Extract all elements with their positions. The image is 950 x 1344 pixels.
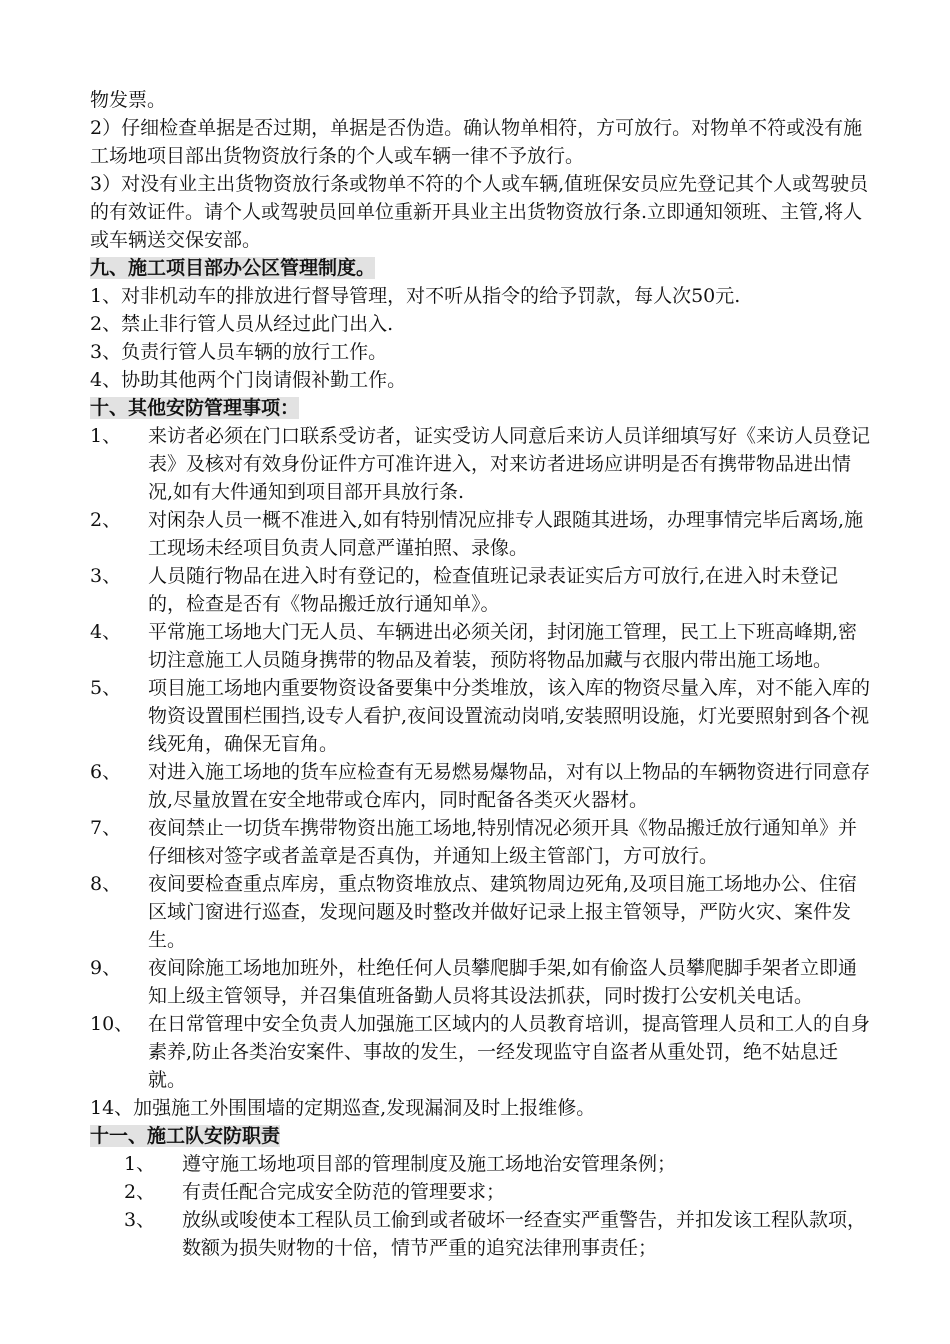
section-11-item (90, 1206, 870, 1262)
item-number: 10、 (90, 1013, 134, 1035)
section-10-item (90, 562, 870, 618)
section-10-item (90, 422, 870, 506)
section-10-item (90, 954, 870, 1010)
section-10-item (90, 674, 870, 758)
section-10-heading (90, 394, 870, 422)
item-number: 7、 (90, 817, 122, 839)
section-10-item (90, 814, 870, 870)
section-10-extra: 14、加强施工外围围墙的定期巡查,发现漏洞及时上报维修。 (90, 1097, 596, 1119)
item-text: 来访者必须在门口联系受访者，证实受访人同意后来访人员详细填写好《来访人员登记表》及核对有效身份证件方可准许进入，对来访者进场应讲明是否有携带物品进出情况,如有大件通知到项目部开具放行条. (148, 425, 871, 503)
item-number: 1、 (90, 425, 122, 447)
item-number: 4、 (90, 621, 122, 643)
item-text: 夜间禁止一切货车携带物资出施工场地,特别情况必须开具《物品搬迁放行通知单》并仔细核对签字或者盖章是否真伪，并通知上级主管部门，方可放行。 (148, 817, 858, 867)
item-text: 放纵或唆使本工程队员工偷到或者破坏一经查实严重警告，并扣发该工程队款项，数额为损失财物的十倍，情节严重的追究法律刑事责任； (182, 1209, 867, 1259)
section-9-title: 九、施工项目部办公区管理制度。 (90, 257, 376, 279)
item-number: 6、 (90, 761, 122, 783)
item-text: 人员随行物品在进入时有登记的，检查值班记录表证实后方可放行,在进入时未登记的，检查是否有《物品搬迁放行通知单》。 (148, 565, 839, 615)
item-text: 对进入施工场地的货车应检查有无易燃易爆物品，对有以上物品的车辆物资进行同意存放,尽量放置在安全地带或仓库内，同时配备各类灭火器材。 (148, 761, 871, 811)
section-10-title: 十、其他安防管理事项： (90, 397, 300, 419)
intro-line-1: 2）仔细检查单据是否过期，单据是否伪造。确认物单相符，方可放行。对物单不符或没有施工场地项目部出货物资放行条的个人或车辆一律不予放行。 (90, 117, 863, 167)
section-11-item (90, 1150, 870, 1178)
section-11-title: 十一、施工队安防职责 (90, 1125, 281, 1147)
section-9-heading (90, 254, 870, 282)
intro-line-2: 3）对没有业主出货物资放行条或物单不符的个人或车辆,值班保安员应先登记其个人或驾驶员的有效证件。请个人或驾驶员回单位重新开具业主出货物资放行条.立即通知领班、主管,将人或车辆送交保安部。 (90, 173, 869, 251)
section-10-item (90, 1010, 870, 1094)
item-text: 对闲杂人员一概不准进入,如有特别情况应排专人跟随其进场，办理事情完毕后离场,施工现场未经项目负责人同意严谨拍照、录像。 (148, 509, 864, 559)
item-number: 8、 (90, 873, 122, 895)
item-number: 2、 (90, 509, 122, 531)
item-text: 有责任配合完成安全防范的管理要求； (182, 1181, 506, 1203)
item-number: 5、 (90, 677, 122, 699)
item-text: 平常施工场地大门无人员、车辆进出必须关闭，封闭施工管理，民工上下班高峰期,密切注意施工人员随身携带的物品及着装，预防将物品加藏与衣服内带出施工场地。 (148, 621, 858, 671)
item-text: 项目施工场地内重要物资设备要集中分类堆放，该入库的物资尽量入库，对不能入库的物资设置围栏围挡,设专人看护,夜间设置流动岗哨,安装照明设施，灯光要照射到各个视线死角，确保无盲角。 (148, 677, 871, 755)
section-9-line-3: 4、协助其他两个门岗请假补勤工作。 (90, 369, 407, 391)
item-text: 夜间除施工场地加班外，杜绝任何人员攀爬脚手架,如有偷盗人员攀爬脚手架者立即通知上级主管领导，并召集值班备勤人员将其设法抓获，同时拨打公安机关电话。 (148, 957, 858, 1007)
item-text: 遵守施工场地项目部的管理制度及施工场地治安管理条例； (182, 1153, 677, 1175)
item-number: 2、 (124, 1181, 156, 1203)
section-10-item (90, 506, 870, 562)
section-10-item (90, 758, 870, 814)
section-9-line-0: 1、对非机动车的排放进行督导管理，对不听从指令的给予罚款，每人次50元. (90, 285, 741, 307)
section-10-item (90, 870, 870, 954)
item-text: 在日常管理中安全负责人加强施工区域内的人员教育培训，提高管理人员和工人的自身素养,防止各类治安案件、事故的发生，一经发现监守自盗者从重处罚，绝不姑息迁就。 (148, 1013, 871, 1091)
intro-line-0: 物发票。 (90, 89, 167, 111)
item-number: 1、 (124, 1153, 156, 1175)
section-9-line-2: 3、负责行管人员车辆的放行工作。 (90, 341, 388, 363)
item-number: 3、 (90, 565, 122, 587)
item-text: 夜间要检查重点库房，重点物资堆放点、建筑物周边死角,及项目施工场地办公、住宿区域门窗进行巡查，发现问题及时整改并做好记录上报主管领导，严防火灾、案件发生。 (148, 873, 858, 951)
section-9-line-1: 2、禁止非行管人员从经过此门出入. (90, 313, 394, 335)
item-number: 9、 (90, 957, 122, 979)
section-11-heading (90, 1122, 870, 1150)
section-11-item (90, 1178, 870, 1206)
item-number: 3、 (124, 1209, 156, 1231)
section-10-item (90, 618, 870, 674)
